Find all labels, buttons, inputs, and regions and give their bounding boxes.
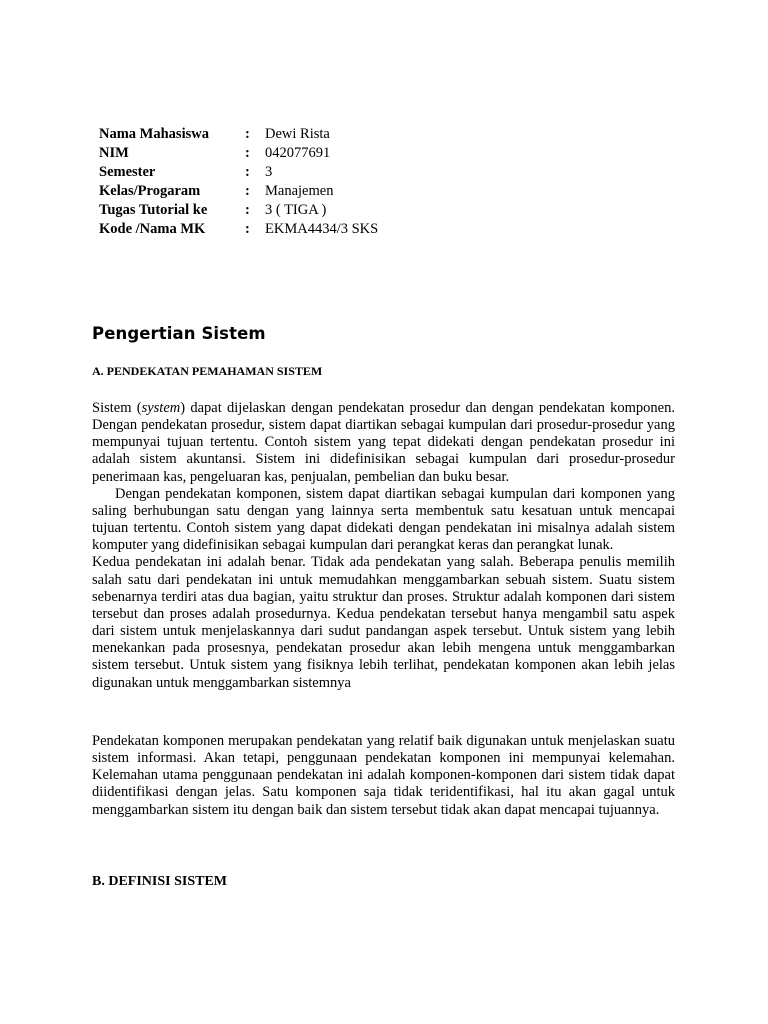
info-separator: : [245, 202, 250, 218]
info-label: Kelas/Progaram [99, 183, 201, 199]
info-row-nim [99, 144, 378, 163]
info-separator: : [245, 145, 250, 161]
info-label: Kode /Nama MK [99, 221, 206, 237]
info-row-semester [99, 163, 378, 182]
info-row-class [99, 182, 378, 201]
info-row-course [99, 220, 378, 239]
info-label: NIM [99, 145, 129, 161]
paragraph-3: Kedua pendekatan ini adalah benar. Tidak ada pendekatan yang salah. Beberapa penulis memilih salah satu dari pendekatan ini untuk memudahkan menggambarkan sebuah sistem. Suatu sistem sebenarnya terdiri atas dua bagian, yaitu struktur dan proses. Struktur adalah komponen dari sistem tersebut dan proses adalah prosedurnya. Kedua pendekatan tersebut hanya mengambil satu aspek dari sistem untuk menjelaskannya dari sudut pandangan aspek tersebut. Untuk sistem yang lebih menekankan pada prosesnya, pendekatan prosedur akan lebih mengena untuk menggambarkan sistem tersebut. Untuk sistem yang fisiknya lebih terlihat, pendekatan komponen akan lebih jelas digunakan untuk menggambarkan sistemnya [92, 554, 675, 691]
info-label: Semester [99, 164, 156, 180]
paragraph-1-end: ) dapat dijelaskan dengan pendekatan prosedur dan dengan pendekatan komponen. Dengan pendekatan prosedur, sistem dapat diartikan sebagai kumpulan dari prosedur-prosedur yang mempunyai tujuan tertentu. Contoh sistem yang tepat didekati dengan pendekatan prosedur ini adalah sistem akuntansi. Sistem ini didefinisikan sebagai kumpulan dari prosedur-prosedur penerimaan kas, pengeluaran kas, penjualan, pembelian dan buku besar. [92, 400, 675, 485]
info-value: 042077691 [265, 145, 331, 161]
info-value: 3 [265, 164, 273, 180]
paragraph-1-italic: system [141, 400, 181, 416]
info-separator: : [245, 221, 250, 237]
paragraph-4: Pendekatan komponen merupakan pendekatan yang relatif baik digunakan untuk menjelaskan suatu sistem informasi. Akan tetapi, penggunaan pendekatan komponen ini mempunyai kelemahan. Kelemahan utama penggunaan pendekatan ini adalah komponen-komponen dari sistem tidak dapat diidentifikasi dengan jelas. Satu komponen saja tidak teridentifikasi, hal itu akan gagal untuk menggambarkan sistem itu dengan baik dan sistem tersebut tidak akan dapat mencapai tujuannya. [92, 733, 675, 818]
paragraph-2: Dengan pendekatan komponen, sistem dapat diartikan sebagai kumpulan dari komponen yang saling berhubungan satu dengan yang lainnya serta membentuk satu kesatuan untuk mencapai tujuan tertentu. Contoh sistem yang dapat didekati dengan pendekatan ini misalnya adalah sistem komputer yang didefinisikan sebagai kumpulan dari perangkat keras dan perangkat lunak. [92, 485, 675, 554]
section-a-body [92, 400, 675, 692]
info-value: EKMA4434/3 SKS [265, 221, 379, 237]
info-label: Tugas Tutorial ke [99, 202, 208, 218]
info-value: Manajemen [265, 183, 334, 199]
info-separator: : [245, 183, 250, 199]
page-heading: Pengertian Sistem [92, 324, 266, 343]
info-value: 3 ( TIGA ) [265, 202, 327, 218]
info-separator: : [245, 126, 250, 142]
info-row-tutorial [99, 201, 378, 220]
student-info-table [99, 125, 378, 239]
info-label: Nama Mahasiswa [99, 126, 209, 142]
section-b-title: B. DEFINISI SISTEM [92, 874, 227, 889]
section-a-title: A. PENDEKATAN PEMAHAMAN SISTEM [92, 364, 323, 378]
section-a-body-continued [92, 733, 675, 819]
info-separator: : [245, 164, 250, 180]
paragraph-1 [92, 400, 675, 486]
paragraph-1-start: Sistem ( [92, 400, 142, 416]
info-value: Dewi Rista [265, 126, 330, 142]
info-row-name [99, 125, 378, 144]
